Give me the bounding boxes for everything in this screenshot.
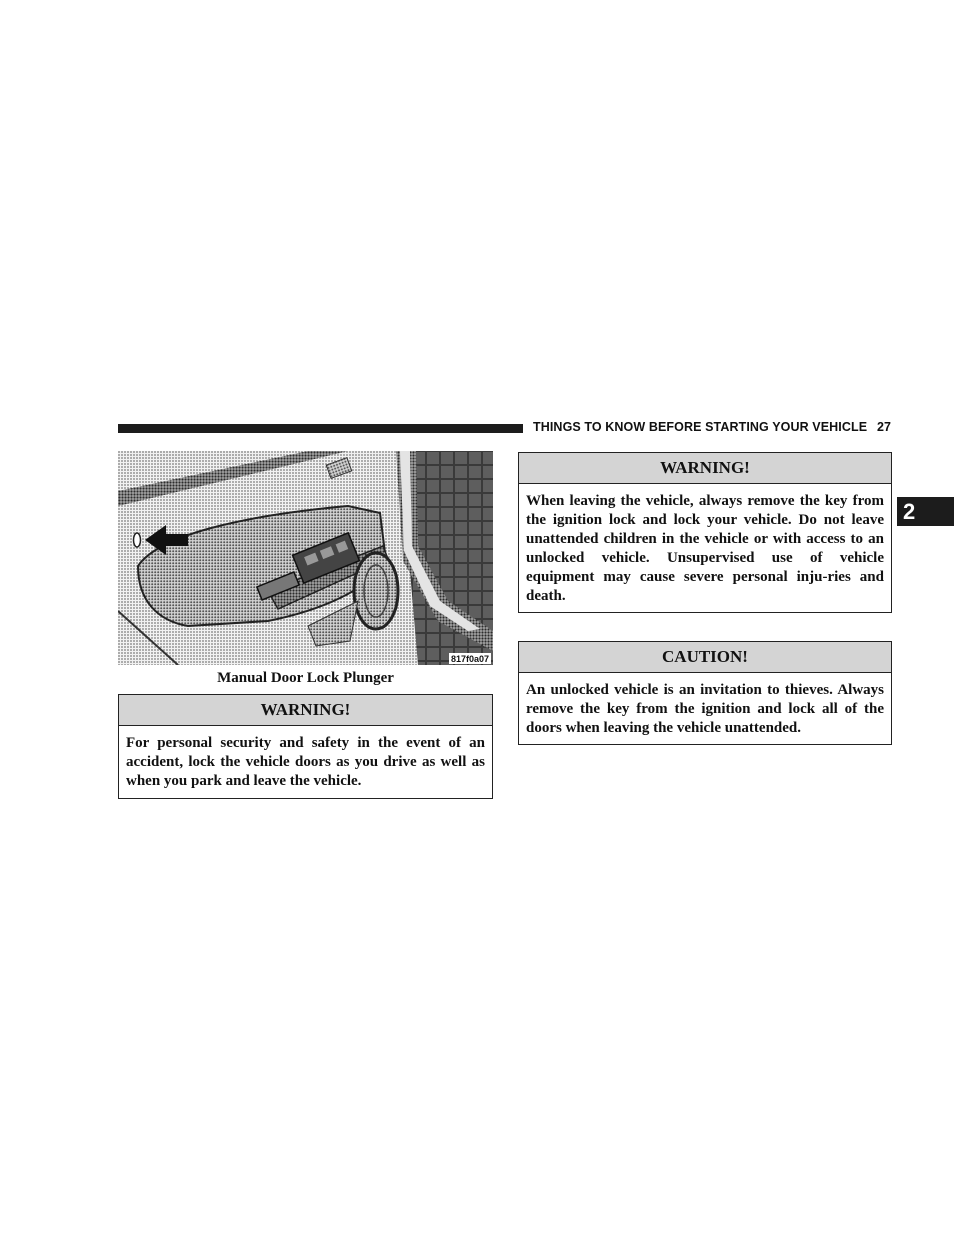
warning-text: When leaving the vehicle, always remove the key from the ignition lock and lock your vehicle. Do not leave unattended children in the vehicle or with access to an unlocked vehicle. Unsupervised use of vehicle equipment may cause severe personal inju-ries and death. [526,493,884,604]
chapter-number: 2 [903,498,916,524]
caution-title: CAUTION! [519,642,891,673]
warning-title: WARNING! [119,695,492,726]
caution-text: An unlocked vehicle is an invitation to thieves. Always remove the key from the ignition and lock all of the doors when leaving the vehicle unattended. [526,682,884,736]
figure-caption: Manual Door Lock Plunger [217,670,394,686]
warning-text: For personal security and safety in the event of an accident, lock the vehicle doors as you drive as well as when you park and leave the vehicle. [126,735,485,789]
caution-box [518,641,892,745]
door-lock-illustration [118,451,493,665]
warning-box-left [118,694,493,799]
warning-box-right [518,452,892,613]
header-rule [118,424,523,433]
page-number: 27 [877,420,891,434]
chapter-tab [897,497,954,526]
section-title: THINGS TO KNOW BEFORE STARTING YOUR VEHICLE [533,420,868,434]
warning-title: WARNING! [519,453,891,484]
image-code: 817f0a07 [451,654,490,664]
